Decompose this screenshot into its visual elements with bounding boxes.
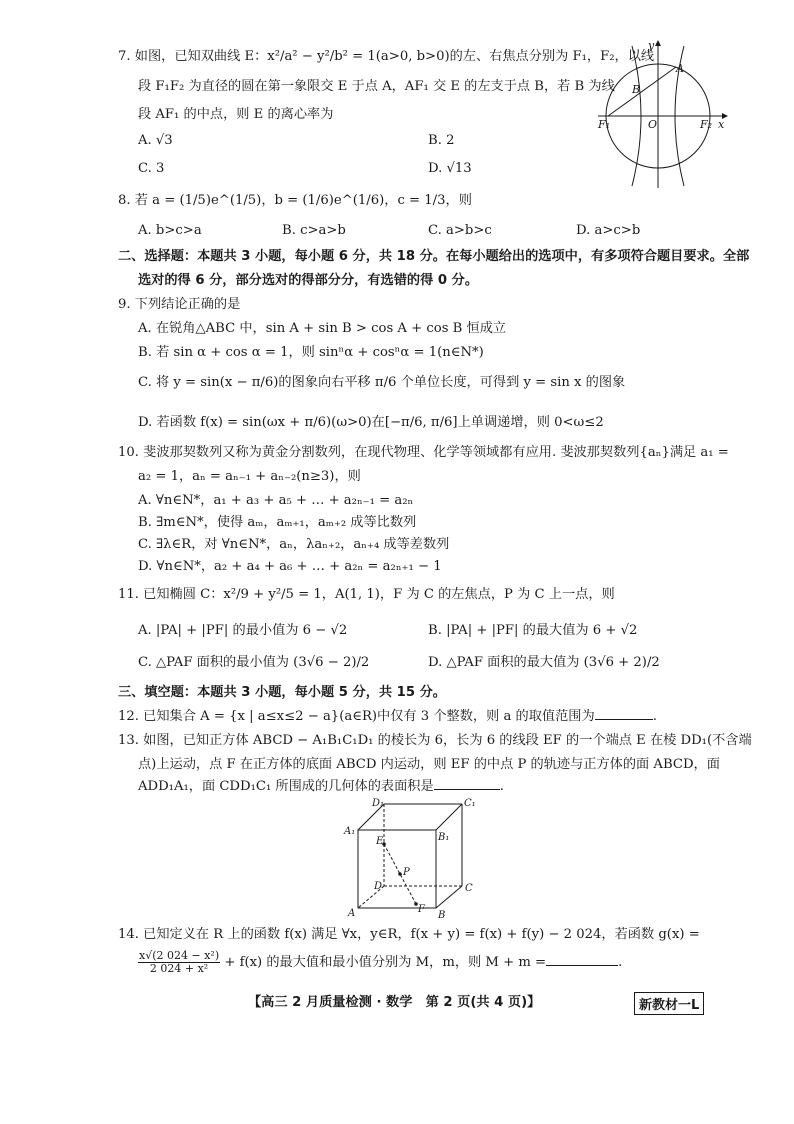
q10-option-b: B. ∃m∈N*，使得 aₘ，aₘ₊₁，aₘ₊₂ 成等比数列 [138,515,417,530]
q14-fraction-numerator: x√(2 024 − x²) [139,949,220,962]
label-o: O [648,118,658,131]
q10-option-a: A. ∀n∈N*，a₁ + a₃ + a₅ + … + a₂ₙ₋₁ = a₂ₙ [138,493,414,508]
q14-fraction-denominator: 2 024 + x² [149,962,209,975]
label-c1: C₁ [464,798,476,809]
q13-line-3 [138,778,504,796]
q7-option-b: B. 2 [428,133,455,148]
q11-option-d: D. △PAF 面积的最大值为 (3√6 + 2)/2 [428,655,660,670]
q10-option-c: C. ∃λ∈R，对 ∀n∈N*，aₙ，λaₙ₊₂，aₙ₊₄ 成等差数列 [138,537,450,552]
label-a: A [676,62,684,75]
label-b: B [632,83,641,96]
segment-af1 [608,67,676,116]
q7-option-d: D. √13 [428,161,472,176]
q9-stem: 9. 下列结论正确的是 [118,297,241,312]
section-2-heading-line-2: 选对的得 6 分，部分选对的得部分分，有选错的得 0 分。 [138,273,479,288]
q14-fraction [138,950,220,975]
y-axis-arrow [655,40,661,46]
q11-option-a: A. |PA| + |PF| 的最小值为 6 − √2 [138,623,348,638]
q12-text: 12. 已知集合 A = {x | a≤x≤2 − a}(a∈R)中仅有 3 个整数，则 a 的取值范围为 [118,709,595,724]
q10-line-2: a₂ = 1，aₙ = aₙ₋₁ + aₙ₋₂(n≥3)，则 [138,469,361,484]
front-face [358,830,436,908]
q9-option-c: C. 将 y = sin(x − π/6)的图象向右平移 π/6 个单位长度，可得到 y = sin x 的图象 [138,375,626,390]
label-f2: F₂ [700,118,713,131]
label-d: D [374,881,383,892]
label-f: F [418,904,425,915]
q11-stem: 11. 已知椭圆 C：x²/9 + y²/5 = 1，A(1, 1)，F 为 C 的左焦点，P 为 C 上一点，则 [118,587,615,602]
q11-option-b: B. |PA| + |PF| 的最大值为 6 + √2 [428,623,638,638]
q9-option-b: B. 若 sin α + cos α = 1，则 sinⁿα + cosⁿα = 1(n∈N*) [138,345,484,360]
q8-option-d: D. a>c>b [576,223,641,238]
footer-title: 【高三 2 月质量检测 · 数学 第 2 页(共 4 页)】 [248,995,541,1010]
q8-stem: 8. 若 a = (1/5)e^(1/5)，b = (1/6)e^(1/6)，c = 1/3，则 [118,193,472,208]
q7-option-c: C. 3 [138,161,165,176]
q13-answer-blank[interactable] [434,789,500,790]
q8-option-c: C. a>b>c [428,223,492,238]
q10-line-1: 10. 斐波那契数列又称为黄金分割数列，在现代物理、化学等领域都有应用. 斐波那契数列{aₙ}满足 a₁ = [118,445,729,460]
label-f1: F₁ [598,118,611,131]
label-a1: A₁ [344,826,356,837]
q13-line-2: 点)上运动，点 F 在正方体的底面 ABCD 内运动，则 EF 的中点 P 的轨迹与正方体的面 ABCD，面 [138,757,720,772]
label-b: B [438,910,446,921]
q14-end: . [618,955,623,970]
label-a: A [348,908,356,919]
q7-line-2: 段 F₁F₂ 为直径的圆在第一象限交 E 于点 A，AF₁ 交 E 的左支于点 B，若 B 为线 [138,79,615,94]
q7-option-a: A. √3 [138,133,173,148]
q14-answer-blank[interactable] [546,965,618,966]
label-c: C [465,883,473,894]
label-y: y [648,39,655,52]
q14-text: + f(x) 的最大值和最小值分别为 M，m，则 M + m = [224,955,547,970]
q14-line-1: 14. 已知定义在 R 上的函数 f(x) 满足 ∀x，y∈R，f(x + y) = f(x) + f(y) − 2 024，若函数 g(x) = [118,927,700,942]
q14-line-2 [138,950,622,975]
q12-end: . [652,709,657,724]
q9-option-d: D. 若函数 f(x) = sin(ωx + π/6)(ω>0)在[−π/6, π/6]上单调递增，则 0<ω≤2 [138,415,604,430]
label-b1: B₁ [438,832,450,843]
q11-option-c: C. △PAF 面积的最小值为 (3√6 − 2)/2 [138,655,370,670]
q8-option-b: B. c>a>b [282,223,346,238]
point-p [398,872,402,876]
q7-line-3: 段 AF₁ 的中点，则 E 的离心率为 [138,107,334,122]
q12-stem [118,708,657,726]
q9-option-a: A. 在锐角△ABC 中，sin A + sin B > cos A + cos B 恒成立 [138,321,507,336]
label-x: x [718,118,725,131]
q13-text: ADD₁A₁，面 CDD₁C₁ 所围成的几何体的表面积是 [138,779,434,794]
hyperbola-figure [596,36,730,192]
section-2-heading-line-1: 二、选择题：本题共 3 小题，每小题 6 分，共 18 分。在每小题给出的选项中，有多项符合题目要求。全部 [118,249,750,264]
label-d1: D₁ [372,798,385,809]
q13-end: . [499,779,504,794]
edge-c1b1 [436,804,462,830]
label-p: P [403,867,410,878]
edge-cb [436,886,462,908]
label-e: E [376,836,384,847]
q7-line-1: 7. 如图，已知双曲线 E：x²/a² − y²/b² = 1(a>0, b>0)的左、右焦点分别为 F₁，F₂，以线 [118,49,655,64]
q8-option-a: A. b>c>a [138,223,202,238]
cube-figure [342,796,482,924]
section-3-heading: 三、填空题：本题共 3 小题，每小题 5 分，共 15 分。 [118,685,446,700]
edition-tag: 新教材一L [634,992,704,1015]
q13-line-1: 13. 如图，已知正方体 ABCD − A₁B₁C₁D₁ 的棱长为 6，长为 6 的线段 EF 的一个端点 E 在棱 DD₁(不含端 [118,733,752,748]
q12-answer-blank[interactable] [595,719,653,720]
q10-option-d: D. ∀n∈N*，a₂ + a₄ + a₆ + … + a₂ₙ = a₂ₙ₊₁ − 1 [138,559,442,574]
